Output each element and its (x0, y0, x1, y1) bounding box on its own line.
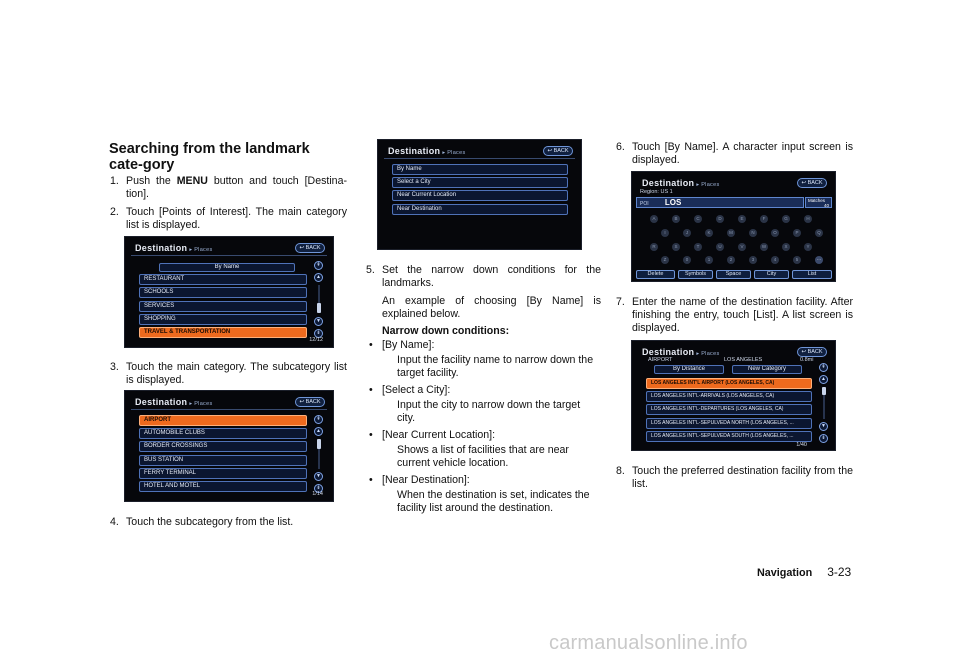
list-item[interactable]: AUTOMOBILE CLUBS (139, 428, 307, 439)
subcategory-list (139, 415, 307, 494)
key[interactable]: T (694, 243, 702, 251)
key[interactable]: F (760, 215, 768, 223)
city-button[interactable]: City (754, 270, 789, 279)
scrollbar[interactable] (819, 363, 829, 443)
delete-button[interactable]: Delete (636, 270, 675, 279)
scroll-thumb[interactable] (317, 439, 321, 449)
screen-title: Destination ▸ Places (135, 397, 213, 407)
key[interactable]: O (771, 229, 779, 237)
scroll-down-icon[interactable]: ▼ (819, 422, 828, 431)
page-down-icon[interactable]: ⇟ (314, 484, 323, 493)
key[interactable]: X (782, 243, 790, 251)
bullet-item: • [Select a City]: Input the city to narrow down the target city. (369, 384, 581, 424)
screen-title: Destination ▸ Places (135, 243, 213, 253)
list-item[interactable]: LOS ANGELES INT'L-SEPULVEDA SOUTH (LOS ANGELES, ... (646, 431, 812, 442)
list-item[interactable]: BUS STATION (139, 455, 307, 466)
step-4: 4. Touch the subcategory from the list. (110, 516, 294, 528)
key[interactable]: M (727, 229, 735, 237)
key[interactable]: J (683, 229, 691, 237)
select-city-option[interactable]: Select a City (392, 177, 568, 188)
key[interactable]: K (705, 229, 713, 237)
near-current-location-option[interactable]: Near Current Location (392, 190, 568, 201)
near-destination-option[interactable]: Near Destination (392, 204, 568, 215)
narrow-conditions-title: Narrow down conditions: (382, 325, 510, 337)
search-input[interactable]: POI LOS (636, 197, 804, 208)
scroll-up-icon[interactable]: ▲ (819, 375, 828, 384)
step-1: 1. Push the MENU button and touch [Destina-tion]. (110, 175, 347, 200)
key[interactable]: 0 (683, 256, 691, 264)
page-indicator: 12/12 (309, 337, 323, 343)
list-item[interactable]: BORDER CROSSINGS (139, 441, 307, 452)
step-6: 6. Touch [By Name]. A character input screen is displayed. (616, 141, 853, 166)
page-down-icon[interactable]: ⇟ (314, 329, 323, 338)
key[interactable]: U (716, 243, 724, 251)
matches-counter: Matches 40 (805, 197, 832, 208)
main-category-screen (124, 236, 334, 348)
step-5-example: An example of choosing [By Name] is explained below. (382, 295, 601, 320)
scroll-down-icon[interactable]: ▼ (314, 317, 323, 326)
list-item[interactable]: FERRY TERMINAL (139, 468, 307, 479)
key[interactable]: D (716, 215, 724, 223)
key[interactable]: H (804, 215, 812, 223)
key[interactable]: 1 (705, 256, 713, 264)
by-name-option[interactable]: By Name (392, 164, 568, 175)
region-label: Region: US 1 (640, 189, 673, 195)
key[interactable]: V (738, 243, 746, 251)
scroll-thumb[interactable] (317, 303, 321, 313)
list-button[interactable]: List (792, 270, 832, 279)
back-button[interactable]: ↩ BACK (797, 347, 827, 357)
list-item-selected[interactable]: AIRPORT (139, 415, 307, 426)
bullet-item: • [Near Destination]: When the destination is set, indicates the facility list around the destination. (369, 474, 590, 514)
main-category-list (139, 263, 307, 340)
page-down-icon[interactable]: ⇟ (819, 434, 828, 443)
back-button[interactable]: ↩ BACK (797, 178, 827, 188)
key[interactable]: B (672, 215, 680, 223)
scroll-up-icon[interactable]: ▲ (314, 273, 323, 282)
screen-title: Destination ▸ Places (388, 146, 466, 156)
list-item[interactable]: HOTEL AND MOTEL (139, 481, 307, 492)
back-button[interactable]: ↩ BACK (295, 397, 325, 407)
key[interactable]: A (650, 215, 658, 223)
key[interactable]: Z (661, 256, 669, 264)
scrollbar[interactable] (314, 261, 324, 336)
key[interactable]: 3 (749, 256, 757, 264)
symbols-button[interactable]: Symbols (678, 270, 713, 279)
page-footer (757, 565, 851, 579)
key[interactable]: ⋯ (816, 257, 822, 262)
bullet-list (369, 339, 601, 515)
by-distance-button[interactable]: By Distance (654, 365, 724, 374)
key[interactable]: S (672, 243, 680, 251)
step-8: 8. Touch the preferred destination facility from the list. (616, 465, 853, 490)
back-button[interactable]: ↩ BACK (543, 146, 573, 156)
key[interactable]: 2 (727, 256, 735, 264)
list-item[interactable]: LOS ANGELES INT'L-DEPARTURES (LOS ANGELES, CA) (646, 404, 812, 415)
title-divider (384, 158, 575, 159)
narrow-down-screen (377, 139, 582, 250)
key[interactable]: I (661, 229, 669, 237)
key[interactable]: 5 (793, 256, 801, 264)
key[interactable]: W (761, 244, 767, 249)
key[interactable]: 4 (771, 256, 779, 264)
narrow-conditions-list (392, 164, 568, 217)
page-indicator: 1/40 (796, 442, 807, 448)
step-3: 3. Touch the main category. The subcategory list is displayed. (110, 361, 347, 386)
key[interactable]: E (738, 215, 746, 223)
step-7: 7. Enter the name of the destination facility. After finishing the entry, touch [List]. A list screen is displayed. (616, 296, 853, 334)
results-list-screen (631, 340, 836, 451)
list-item[interactable]: SHOPPING (139, 314, 307, 325)
list-item-selected[interactable]: TRAVEL & TRANSPORTATION (139, 327, 307, 338)
list-item[interactable]: LOS ANGELES INT'L-SEPULVEDA NORTH (LOS ANGELES, ... (646, 418, 812, 429)
category-label: AIRPORT (648, 357, 673, 363)
list-item[interactable]: LOS ANGELES INT'L-ARRIVALS (LOS ANGELES, CA) (646, 391, 812, 402)
results-list (646, 378, 812, 444)
section-name: Navigation (757, 567, 813, 579)
key[interactable]: Y (804, 243, 812, 251)
title-divider (131, 409, 327, 410)
page-up-icon[interactable]: ⇞ (314, 415, 323, 424)
page-number: 3-23 (827, 565, 852, 579)
new-category-button[interactable]: New Category (732, 365, 802, 374)
key[interactable]: R (650, 243, 658, 251)
key[interactable]: Q (815, 229, 823, 237)
list-item-selected[interactable]: LOS ANGELES INT'L AIRPORT (LOS ANGELES, CA) (646, 378, 812, 389)
step-5: 5. Set the narrow down conditions for the landmarks. (366, 264, 601, 289)
scroll-thumb[interactable] (822, 387, 826, 395)
subcategory-screen (124, 390, 334, 502)
back-button[interactable]: ↩ BACK (295, 243, 325, 253)
step-2: 2. Touch [Points of Interest]. The main category list is displayed. (110, 206, 347, 231)
watermark: carmanualsonline.info (549, 632, 748, 654)
screen-title: Destination ▸ Places (642, 178, 720, 188)
screen-title: Destination ▸ Places (642, 347, 720, 357)
key[interactable]: G (782, 215, 790, 223)
bullet-item: • [By Name]: Input the facility name to narrow down the target facility. (369, 339, 594, 379)
space-button[interactable]: Space (716, 270, 751, 279)
by-name-button[interactable]: By Name (159, 263, 295, 272)
key[interactable]: P (793, 229, 801, 237)
list-item[interactable]: SERVICES (139, 301, 307, 312)
key[interactable]: C (694, 215, 702, 223)
character-input-screen (631, 171, 836, 282)
page-up-icon[interactable]: ⇞ (819, 363, 828, 372)
distance-label: 0.8mi (800, 357, 814, 363)
scroll-down-icon[interactable]: ▼ (314, 472, 323, 481)
section-heading: Searching from the landmark cate-gory (109, 141, 310, 173)
scroll-up-icon[interactable]: ▲ (314, 427, 323, 436)
page-up-icon[interactable]: ⇞ (314, 261, 323, 270)
scrollbar[interactable] (314, 415, 324, 495)
bullet-item: • [Near Current Location]: Shows a list of facilities that are near current vehicle location. (369, 429, 569, 469)
list-item[interactable]: RESTAURANT (139, 274, 307, 285)
list-item[interactable]: SCHOOLS (139, 287, 307, 298)
page-indicator: 1/14 (312, 491, 323, 497)
title-divider (131, 255, 327, 256)
key[interactable]: N (749, 229, 757, 237)
city-label: LOS ANGELES (724, 357, 763, 363)
